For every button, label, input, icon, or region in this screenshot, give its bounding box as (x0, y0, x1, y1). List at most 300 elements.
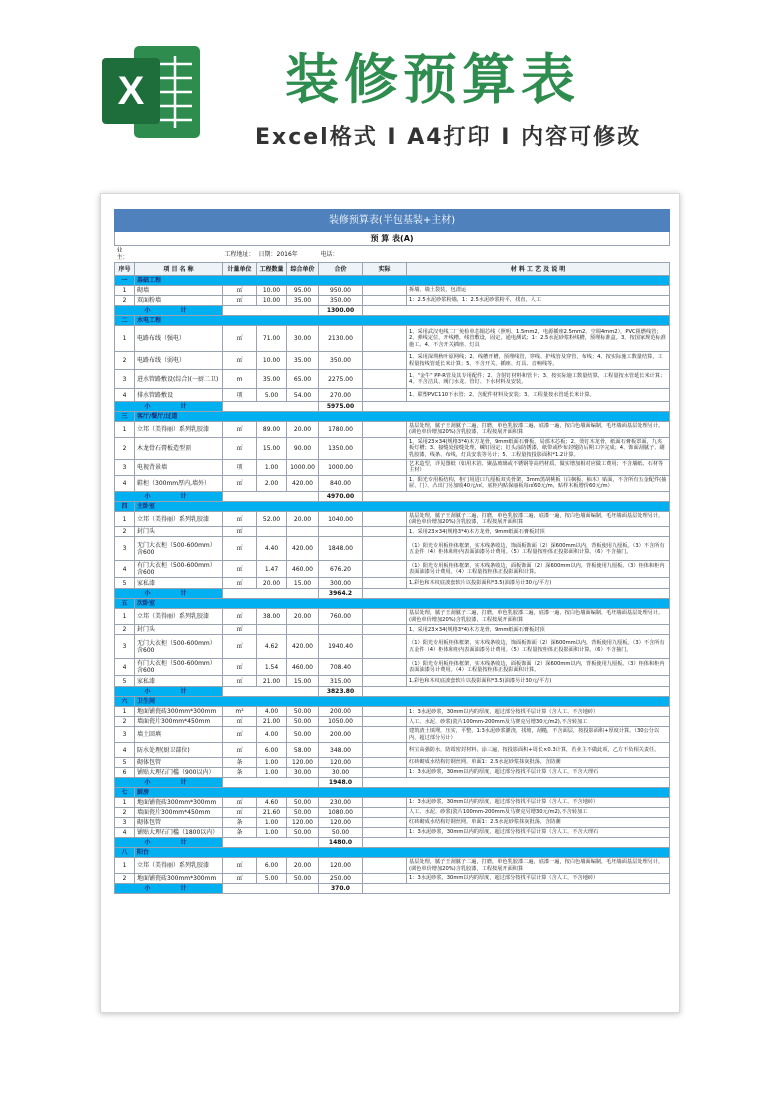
row-price: 90.00 (287, 437, 319, 459)
row-amount: 200.00 (319, 707, 363, 717)
section-no: 八 (115, 848, 135, 858)
row-unit: ㎡ (223, 296, 257, 306)
row-desc: 基层处理，腻子王刮腻子二遍，打磨，单色乳胶漆二遍，底漆一遍，按白色墙面编制，毛坯墙面基层处理另计。(调色单价增加20%)含乳胶漆，工程按展开面积算 (407, 609, 670, 625)
row-price: 95.00 (287, 286, 319, 296)
row-price: 50.00 (287, 707, 319, 717)
row-price: 1000.00 (287, 460, 319, 476)
row-price: 20.00 (287, 609, 319, 625)
row-actual (363, 635, 407, 659)
row-amount: 300.00 (319, 578, 363, 589)
row-name: 立邦（美得丽）系列乳胶漆 (135, 422, 223, 438)
subtotal-spacer (223, 778, 319, 788)
section-no: 一 (115, 276, 135, 286)
row-no: 4 (115, 561, 135, 578)
row-qty: 1.00 (257, 818, 287, 828)
row-qty: 21.00 (257, 676, 287, 687)
row-amount: 760.00 (319, 609, 363, 625)
row-no: 1 (115, 609, 135, 625)
row-desc: 1：3水泥砂浆，30mm以内的厚度，超过部分按找平层计算（含人工，不含大理石 (407, 768, 670, 778)
subtotal-blank (363, 687, 670, 697)
row-actual (363, 352, 407, 370)
col-unit: 计量单位 (223, 263, 257, 276)
row-no: 3 (115, 370, 135, 389)
table-row (115, 727, 670, 743)
row-no: 4 (115, 475, 135, 491)
row-no: 4 (115, 659, 135, 676)
table-row (115, 818, 670, 828)
row-unit: ㎡ (223, 873, 257, 883)
row-desc: 基层处理，腻子王刮腻子二遍，打磨，单色乳胶漆二遍，底漆一遍，按白色墙面编制，毛坯墙面基层处理另计。(调色单价增加20%)含乳胶漆，工程按展开面积算 (407, 422, 670, 438)
row-name: 排水管路敷设 (135, 389, 223, 402)
row-unit: ㎡ (223, 352, 257, 370)
row-price: 460.00 (287, 561, 319, 578)
subtotal-amount: 3964.2 (319, 589, 363, 599)
subtotal-row (115, 491, 670, 501)
section-name: 主卧室 (135, 501, 670, 511)
row-no: 3 (115, 818, 135, 828)
row-price: 50.00 (287, 873, 319, 883)
subtotal-amount: 5975.00 (319, 402, 363, 412)
subtotal-spacer (223, 491, 319, 501)
row-actual (363, 460, 407, 476)
col-amount: 合价 (319, 263, 363, 276)
row-price: 50.00 (287, 727, 319, 743)
row-no: 6 (115, 768, 135, 778)
sheet-banner: 装修预算表(半包基装+主材) (115, 210, 670, 232)
row-price: 420.00 (287, 475, 319, 491)
row-amount: 1050.00 (319, 717, 363, 727)
row-amount: 30.00 (319, 768, 363, 778)
row-price: 20.00 (287, 511, 319, 527)
row-amount: 1780.00 (319, 422, 363, 438)
table-row (115, 527, 670, 537)
row-desc: 艺术造型，详见图纸（如用木箔、聚晶玻璃或不锈钢等高档材质，做实增加相对应做工费用；不含墙纸、石材等主材） (407, 460, 670, 476)
table-row (115, 768, 670, 778)
section-no: 七 (115, 788, 135, 798)
row-desc: 基层处理，腻子王刮腻子二遍，打磨，单色乳胶漆二遍，底漆一遍，按白色墙面编制，毛坯墙面基层处理另计。(调色单价增加20%)含乳胶漆，工程按展开面积算 (407, 511, 670, 527)
table-row (115, 798, 670, 808)
row-actual (363, 422, 407, 438)
section-name: 基础工程 (135, 276, 670, 286)
row-actual (363, 818, 407, 828)
row-no: 4 (115, 828, 135, 838)
excel-logo-icon (100, 40, 204, 144)
col-qty: 工程数量 (257, 263, 287, 276)
col-actual: 实际 (363, 263, 407, 276)
subtotal-row (115, 687, 670, 697)
row-price: 120.00 (287, 818, 319, 828)
row-price (287, 527, 319, 537)
row-amount: 50.00 (319, 828, 363, 838)
row-unit: ㎡ (223, 511, 257, 527)
row-unit: 项 (223, 460, 257, 476)
subtotal-label: 小 计 (115, 883, 223, 893)
row-qty: 21.60 (257, 808, 287, 818)
table-row (115, 460, 670, 476)
row-price: 30.00 (287, 326, 319, 352)
subtotal-blank (363, 491, 670, 501)
table-row (115, 511, 670, 527)
row-desc: 1、采用23×34(规格3*4)木方龙骨，9mm纸面石膏板封顶 (407, 625, 670, 635)
row-actual (363, 717, 407, 727)
row-desc: 1、采用23×34(规格3*4)木方龙骨，9mm纸面石膏板，局部木芯板；2、烫钉木龙骨，纸面石膏板罩面，九夹板灯槽；3、接缝处接缝处理，螺钉固定；钉头涂防锈漆，纸带或纱布封缝防后期工序完成；4、饰面刮腻子、刷乳胶漆，线条、布线，灯具安装等另计；5、工程量按投影面积*1.2计算。 (407, 437, 670, 459)
section-name: 次卧室 (135, 599, 670, 609)
table-row (115, 326, 670, 352)
subtotal-blank (363, 402, 670, 412)
row-amount: 350.00 (319, 296, 363, 306)
col-name: 项 目 名 称 (135, 263, 223, 276)
subtotal-spacer (223, 883, 319, 893)
row-actual (363, 873, 407, 883)
table-row (115, 578, 670, 589)
row-desc: （1）阳光专用板柜体框架，实木线条收边，饰面板饰面（2）深600mm以内，背板使用九厘板。（3）不含所有五金件（4）柜体和柜内表面油漆另计费用。（5）工程量按柜体正投影面积计算。（6）不含抽门。 (407, 537, 670, 561)
row-desc: 1：3水泥砂浆，30mm以内的厚度，超过部分按找平层计算（含人工，不含地砖） (407, 873, 670, 883)
table-row (115, 352, 670, 370)
row-desc: （1）阳光专用板柜体框架，实木线条收边，面板饰面（2）深600mm以内，背板使用九厘板。（3）柜体和柜内表面油漆另计费用。（4）工程量按柜体正投影面积计算。 (407, 561, 670, 578)
row-name: 防水处理(厨卫部位) (135, 743, 223, 758)
row-price: 15.00 (287, 676, 319, 687)
row-unit: ㎡ (223, 717, 257, 727)
table-row (115, 437, 670, 459)
subtotal-blank (363, 838, 670, 848)
row-name: 有门大衣柜（500-600mm）含600 (135, 659, 223, 676)
row-actual (363, 609, 407, 625)
row-desc: （1）阳光专用板柜体框架，实木线条收边，饰面板饰面（2）深600mm以内，背板使用九厘板。（3）不含所有五金件（4）柜体和柜内表面油漆另计费用。（5）工程量按柜体正投影面积计算。（6）不含抽门。 (407, 635, 670, 659)
subtotal-row (115, 589, 670, 599)
row-name: 墙土回填 (135, 727, 223, 743)
row-price: 65.00 (287, 370, 319, 389)
row-unit: ㎡ (223, 561, 257, 578)
row-actual (363, 828, 407, 838)
row-amount: 348.00 (319, 743, 363, 758)
section-no: 四 (115, 501, 135, 511)
subtotal-spacer (223, 687, 319, 697)
subtotal-amount: 370.0 (319, 883, 363, 893)
row-price: 58.00 (287, 743, 319, 758)
row-qty: 4.00 (257, 707, 287, 717)
row-actual (363, 858, 407, 874)
row-qty: 5.00 (257, 873, 287, 883)
row-actual (363, 768, 407, 778)
row-qty (257, 527, 287, 537)
section-name: 厨房 (135, 788, 670, 798)
col-desc: 材 料 工 艺 及 说 明 (407, 263, 670, 276)
row-amount: 1940.40 (319, 635, 363, 659)
subtotal-row (115, 883, 670, 893)
table-row (115, 370, 670, 389)
row-no: 5 (115, 578, 135, 589)
row-price (287, 625, 319, 635)
row-qty: 89.00 (257, 422, 287, 438)
subtotal-spacer (223, 402, 319, 412)
row-desc: 建筑渣土填埋，压实，平整，1:3水泥砂浆灌浇，找坡，刮糙，不含面层，按投影面积+厚度计算。（30公分以内，超过部分另计） (407, 727, 670, 743)
row-price: 420.00 (287, 537, 319, 561)
table-row (115, 717, 670, 727)
row-name: 砌体包管 (135, 758, 223, 768)
row-unit: 条 (223, 768, 257, 778)
row-actual (363, 808, 407, 818)
row-price: 120.00 (287, 758, 319, 768)
row-name: 墙面瓷片300mm*450mm (135, 717, 223, 727)
row-name: 砌墙 (135, 286, 223, 296)
table-row (115, 808, 670, 818)
row-name: 电路布线（强电） (135, 326, 223, 352)
row-qty: 4.40 (257, 537, 287, 561)
row-actual (363, 727, 407, 743)
col-price: 综合单价 (287, 263, 319, 276)
row-actual (363, 511, 407, 527)
section-row (115, 276, 670, 286)
row-unit: ㎡ (223, 527, 257, 537)
section-name: 卫生间 (135, 697, 670, 707)
row-no: 2 (115, 296, 135, 306)
logo-letter: X (117, 69, 145, 113)
row-name: 地面铺瓷砖300mm*300mm (135, 798, 223, 808)
row-amount: 2130.00 (319, 326, 363, 352)
row-name: 进水管路敷设(综合)(一厨二卫) (135, 370, 223, 389)
section-row (115, 599, 670, 609)
row-no: 2 (115, 873, 135, 883)
row-name: 封门头 (135, 625, 223, 635)
row-unit: ㎡ (223, 676, 257, 687)
row-amount: 1350.00 (319, 437, 363, 459)
row-amount: 708.40 (319, 659, 363, 676)
row-no: 1 (115, 707, 135, 717)
row-actual (363, 370, 407, 389)
subtotal-blank (363, 778, 670, 788)
budget-sheet (100, 193, 680, 1013)
subtotal-blank (363, 883, 670, 893)
row-price: 20.00 (287, 858, 319, 874)
row-name: 铺贴大理石门槛（1800以内） (135, 828, 223, 838)
subtotal-amount: 3823.80 (319, 687, 363, 697)
row-no: 2 (115, 717, 135, 727)
table-row (115, 873, 670, 883)
section-row (115, 848, 670, 858)
row-price: 54.00 (287, 389, 319, 402)
row-price: 50.00 (287, 798, 319, 808)
row-desc: 1：3水泥砂浆，30mm以内的厚度，超过部分按找平层计算（含人工、不含地砖） (407, 707, 670, 717)
row-unit: ㎡ (223, 798, 257, 808)
row-name: 立邦（美得丽）系列乳胶漆 (135, 858, 223, 874)
row-amount: 950.00 (319, 286, 363, 296)
row-qty: 1.00 (257, 768, 287, 778)
section-no: 六 (115, 697, 135, 707)
row-amount: 250.00 (319, 873, 363, 883)
row-no: 2 (115, 808, 135, 818)
row-actual (363, 537, 407, 561)
subtotal-row (115, 778, 670, 788)
row-no: 1 (115, 286, 135, 296)
row-actual (363, 743, 407, 758)
row-name: 家私漆 (135, 676, 223, 687)
table-row (115, 828, 670, 838)
row-unit: 条 (223, 818, 257, 828)
subtotal-label: 小 计 (115, 491, 223, 501)
subtotal-amount: 1480.0 (319, 838, 363, 848)
row-actual (363, 527, 407, 537)
row-desc: 1、采用深圳秋叶原网线；2、线槽开槽，预埋线管，穿线、护线管及穿管，布线；4、按实际施工数量结算，工程量按线管延长米计算；5、不含开关、插座、灯具、音响线等。 (407, 352, 670, 370)
row-unit: 条 (223, 758, 257, 768)
row-amount: 676.20 (319, 561, 363, 578)
row-price: 30.00 (287, 768, 319, 778)
subtotal-label: 小 计 (115, 687, 223, 697)
table-row (115, 758, 670, 768)
row-desc: 1、"金牛" PP-R管及其专用配件；2、含射钉材料和管卡；3、按实际施工数量结算，工程量按水管延长米计算；4、不含洁具、阀门水龙、管钉、下水材料及安装。 (407, 370, 670, 389)
row-amount: 120.00 (319, 818, 363, 828)
table-row (115, 659, 670, 676)
row-name: 鞋柜（300mm厚内,墙外） (135, 475, 223, 491)
row-amount: 270.00 (319, 389, 363, 402)
row-name: 封门头 (135, 527, 223, 537)
row-actual (363, 798, 407, 808)
row-qty: 6.00 (257, 858, 287, 874)
subtotal-spacer (223, 838, 319, 848)
row-unit: ㎡ (223, 858, 257, 874)
table-row (115, 422, 670, 438)
row-no: 5 (115, 676, 135, 687)
row-actual (363, 676, 407, 687)
row-name: 双面粉墙 (135, 296, 223, 306)
row-desc: 基层处理，腻子王刮腻子二遍，打磨，单色乳胶漆二遍，底漆一遍，按白色墙面编制，毛坯墙面基层处理另计。(调色单价增加20%)含乳胶漆，工程按展开面积算 (407, 858, 670, 874)
subtotal-spacer (223, 306, 319, 316)
row-qty: 20.00 (257, 578, 287, 589)
section-row (115, 697, 670, 707)
row-amount: 230.00 (319, 798, 363, 808)
row-unit: ㎡ (223, 422, 257, 438)
row-actual (363, 625, 407, 635)
section-row (115, 788, 670, 798)
column-header-row (115, 263, 670, 276)
row-actual (363, 707, 407, 717)
row-qty: 1.47 (257, 561, 287, 578)
section-no: 二 (115, 316, 135, 326)
row-amount: 120.00 (319, 758, 363, 768)
row-name: 无门大衣柜（500-600mm）含600 (135, 537, 223, 561)
row-name: 墙面瓷片300mm*450mm (135, 808, 223, 818)
section-row (115, 412, 670, 422)
table-row (115, 858, 670, 874)
phone-label: 电话： (319, 246, 670, 263)
subtotal-label: 小 计 (115, 306, 223, 316)
row-name: 地面铺瓷砖300mm*300mm (135, 873, 223, 883)
row-unit: ㎡ (223, 326, 257, 352)
subtotal-row (115, 306, 670, 316)
row-name: 电路布线（弱电） (135, 352, 223, 370)
row-unit: ㎡ (223, 625, 257, 635)
row-amount (319, 625, 363, 635)
page-title: 装修预算表 (285, 48, 580, 111)
col-no: 序号 (115, 263, 135, 276)
row-qty: 10.00 (257, 352, 287, 370)
row-qty (257, 625, 287, 635)
row-unit: ㎡ (223, 743, 257, 758)
row-amount: 350.00 (319, 352, 363, 370)
row-qty: 35.00 (257, 370, 287, 389)
row-desc: 1、阳光专用板结构，柜门用进口九厘板双夹骨架，3mm黑胡桃板（白枫板、柚木）贴面，不含所有五金配件(抽屉、门）、凸出门另加收40元/㎡，底柜内贴保丽板每㎡60元/m，贴样木板增价60元/m） (407, 475, 670, 491)
row-desc: 1：2.5水泥砂浆粉墙，1：2.5水泥砂浆粉平，找直，人工 (407, 296, 670, 306)
row-desc: 1,彩色和木纹底波套软片以投影面积*3.5(油漆另计30元/平方) (407, 676, 670, 687)
section-name: 阳台 (135, 848, 670, 858)
row-amount: 2275.00 (319, 370, 363, 389)
page-subtitle: Excel格式 I A4打印 I 内容可修改 (255, 125, 642, 150)
row-unit: ㎡ (223, 537, 257, 561)
table-row (115, 389, 670, 402)
section-no: 三 (115, 412, 135, 422)
row-price: 35.00 (287, 352, 319, 370)
row-qty: 5.00 (257, 389, 287, 402)
table-row (115, 676, 670, 687)
row-amount: 840.00 (319, 475, 363, 491)
row-name: 电视背景墙 (135, 460, 223, 476)
row-actual (363, 326, 407, 352)
row-amount: 315.00 (319, 676, 363, 687)
row-name: 家私漆 (135, 578, 223, 589)
row-actual (363, 561, 407, 578)
row-desc: 红砖砌成水结构钉钢丝网，单面1：2.5水泥砂浆抹灰批荡，含防潮 (407, 758, 670, 768)
row-no: 1 (115, 511, 135, 527)
row-qty: 71.00 (257, 326, 287, 352)
row-actual (363, 659, 407, 676)
row-no: 3 (115, 727, 135, 743)
owner-label: 业主： (115, 246, 135, 263)
row-desc: 科宝高强防水，防霉密封材料，涂三遍，按投影面积+周长×0.3计算，若业主不做此项，乙方不负相关责任。 (407, 743, 670, 758)
row-actual (363, 758, 407, 768)
row-no: 3 (115, 537, 135, 561)
row-price: 15.00 (287, 578, 319, 589)
row-price: 420.00 (287, 635, 319, 659)
row-unit: ㎡ (223, 727, 257, 743)
row-actual (363, 296, 407, 306)
row-qty: 4.00 (257, 727, 287, 743)
section-no: 五 (115, 599, 135, 609)
row-qty: 1.00 (257, 828, 287, 838)
row-actual (363, 578, 407, 589)
row-name: 有门大衣柜（500-600mm）含600 (135, 561, 223, 578)
table-row (115, 707, 670, 717)
subtotal-amount: 1948.0 (319, 778, 363, 788)
table-row (115, 561, 670, 578)
row-amount: 1000.00 (319, 460, 363, 476)
row-no: 4 (115, 389, 135, 402)
row-unit: 条 (223, 828, 257, 838)
table-row (115, 537, 670, 561)
row-name: 地面铺瓷砖300mm*300mm (135, 707, 223, 717)
row-desc: 1,彩色和木纹底波套软片以投影面积*3.5(油漆另计30元/平方) (407, 578, 670, 589)
table-row (115, 475, 670, 491)
row-no: 1 (115, 422, 135, 438)
row-qty: 4.62 (257, 635, 287, 659)
info-row (115, 246, 670, 263)
subtotal-row (115, 402, 670, 412)
subtotal-label: 小 计 (115, 589, 223, 599)
row-desc: （1）阳光专用板柜体框架，实木线条收边，面板饰面（2）深600mm以内，背板使用九厘板。（3）柜体和柜内表面油漆另计费用。（4）工程量按柜体正投影面积计算。 (407, 659, 670, 676)
section-name: 客厅/餐厅/过道 (135, 412, 670, 422)
row-name: 铺贴大理石门槛（900以内） (135, 768, 223, 778)
subtotal-label: 小 计 (115, 778, 223, 788)
row-price: 50.00 (287, 808, 319, 818)
row-unit: ㎡ (223, 475, 257, 491)
subtotal-label: 小 计 (115, 838, 223, 848)
row-actual (363, 437, 407, 459)
row-unit: m (223, 370, 257, 389)
row-desc: 1、采用武汉电线二厂免检单芯铜芯线（照明、1.5mm2，电源插座2.5mm2，空调4mm2），PVC阻燃线管；2、弹线定位，开线槽，线管敷设，固定，通电测试；1：2.5水泥砂浆粉线槽，预埋标准盒。3、按国家规范标准施工。4、不含开关插座、灯具 (407, 326, 670, 352)
table-row (115, 609, 670, 625)
subtotal-row (115, 838, 670, 848)
row-name: 砌体包管 (135, 818, 223, 828)
row-qty: 2.00 (257, 475, 287, 491)
row-no: 4 (115, 743, 135, 758)
